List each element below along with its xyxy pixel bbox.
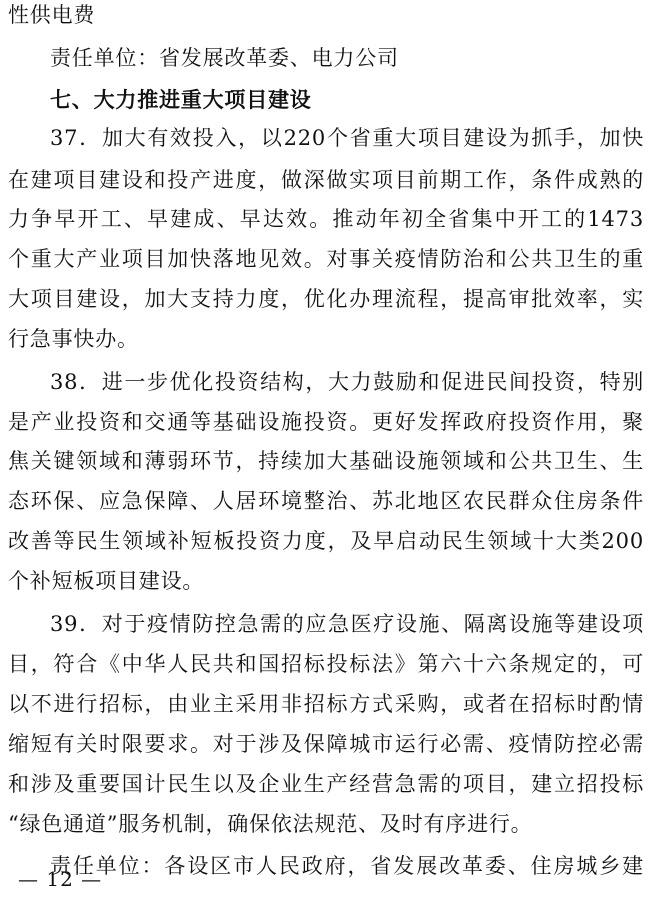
item-39-line-6: “绿色通道”服务机制，确保依法规范、及时有序进行。 (8, 812, 533, 836)
page-number: — 12 — (18, 867, 103, 891)
item-38-line-5: 改善等民生领域补短板投资力度，及早启动民生领域十大类200 (8, 529, 644, 553)
item-39-line-1: 39．对于疫情防控急需的应急医疗设施、隔离设施等建设项 (50, 612, 644, 636)
item-37-line-6: 行急事快办。 (8, 327, 139, 351)
item-37-line-5: 大项目建设，加大支持力度，优化办理流程，提高审批效率，实 (8, 287, 644, 311)
item-38-line-2: 是产业投资和交通等基础设施投资。更好发挥政府投资作用，聚 (8, 410, 644, 434)
item-38-line-1: 38．进一步优化投资结构，大力鼓励和促进民间投资，特别 (50, 370, 644, 394)
item-37-line-3: 力争早开工、早建成、早达效。推动年初全省集中开工的1473 (8, 207, 644, 231)
text-line-1: 性供电费 (8, 3, 96, 27)
item-37-line-4: 个重大产业项目加快落地见效。对事关疫情防治和公共卫生的重 (8, 247, 644, 271)
section-heading-7: 七、大力推进重大项目建设 (50, 88, 312, 112)
item-39-line-2: 目，符合《中华人民共和国招标投标法》第六十六条规定的，可 (8, 652, 644, 676)
item-38-line-3: 焦关键领域和薄弱环节，持续加大基础设施领域和公共卫生、生 (8, 449, 644, 473)
item-37-line-2: 在建项目建设和投产进度，做深做实项目前期工作，条件成熟的 (8, 168, 644, 192)
item-37-line-1: 37．加大有效投入，以220个省重大项目建设为抓手，加快 (50, 126, 644, 150)
item-38-line-6: 个补短板项目建设。 (8, 569, 205, 593)
item-39-line-3: 以不进行招标，由业主采用非招标方式采购，或者在招标时酌情 (8, 692, 644, 716)
item-39-line-5: 和涉及重要国计民生以及企业生产经营急需的项目，建立招投标 (8, 772, 644, 796)
item-38-line-4: 态环保、应急保障、人居环境整治、苏北地区农民群众住房条件 (8, 489, 644, 513)
responsible-unit-1: 责任单位：省发展改革委、电力公司 (50, 46, 399, 70)
item-39-line-4: 缩短有关时限要求。对于涉及保障城市运行必需、疫情防控必需 (8, 732, 644, 756)
responsible-unit-2: 责任单位：各设区市人民政府，省发展改革委、住房城乡建 (50, 854, 644, 878)
